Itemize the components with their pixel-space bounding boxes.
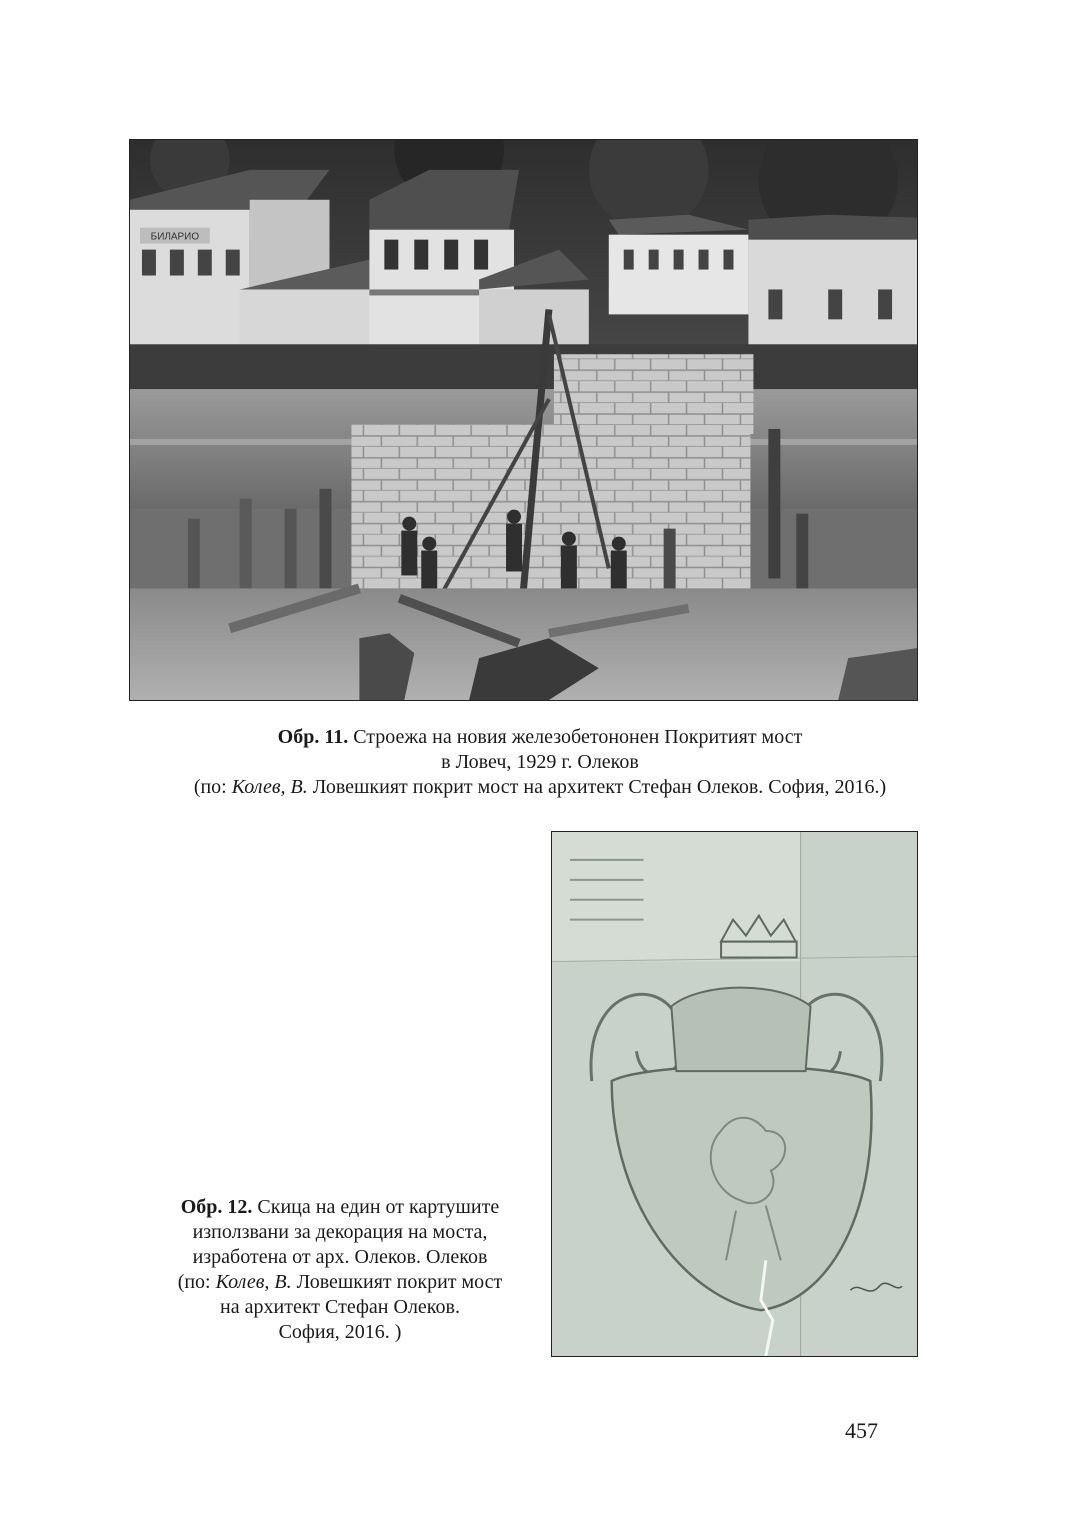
caption-line xyxy=(140,1195,540,1220)
caption-source xyxy=(140,1270,540,1295)
source-open: (по: xyxy=(177,1271,216,1293)
figure-label: Обр. 11. xyxy=(277,726,349,748)
caption-text: Строежа на новия железобетононен Покритият мост xyxy=(353,726,803,748)
caption-source xyxy=(110,775,970,800)
page-number: 457 xyxy=(845,1418,878,1443)
caption-text: Скица на един от картушите xyxy=(252,1196,500,1218)
figure-label: Обр. 12. xyxy=(180,1196,253,1218)
source-title: Ловешкият покрит мост xyxy=(291,1271,503,1293)
figure-12-caption xyxy=(140,1195,540,1345)
figure-12-sketch xyxy=(551,831,918,1357)
cartouche-sketch xyxy=(552,832,917,1356)
source-title: Ловешкият покрит мост на архитект Стефан Олеков. София, 2016.) xyxy=(307,776,887,798)
caption-text: изработена от арх. Олеков. Олеков xyxy=(192,1246,488,1268)
caption-text: в Ловеч, 1929 г. Олеков xyxy=(441,751,639,773)
bridge-construction-photo xyxy=(130,140,917,700)
source-open: (по: xyxy=(193,776,232,798)
figure-11-photo xyxy=(129,139,918,701)
figure-11-caption xyxy=(110,725,970,800)
shop-sign-text: БИЛАРИО xyxy=(150,231,200,243)
source-author: Колев, В. xyxy=(215,1271,292,1293)
source-author: Колев, В. xyxy=(231,776,308,798)
caption-text: София, 2016. ) xyxy=(278,1321,402,1343)
caption-text: използвани за декорация на моста, xyxy=(192,1221,488,1243)
caption-line xyxy=(110,725,970,750)
caption-text: на архитект Стефан Олеков. xyxy=(220,1296,460,1318)
